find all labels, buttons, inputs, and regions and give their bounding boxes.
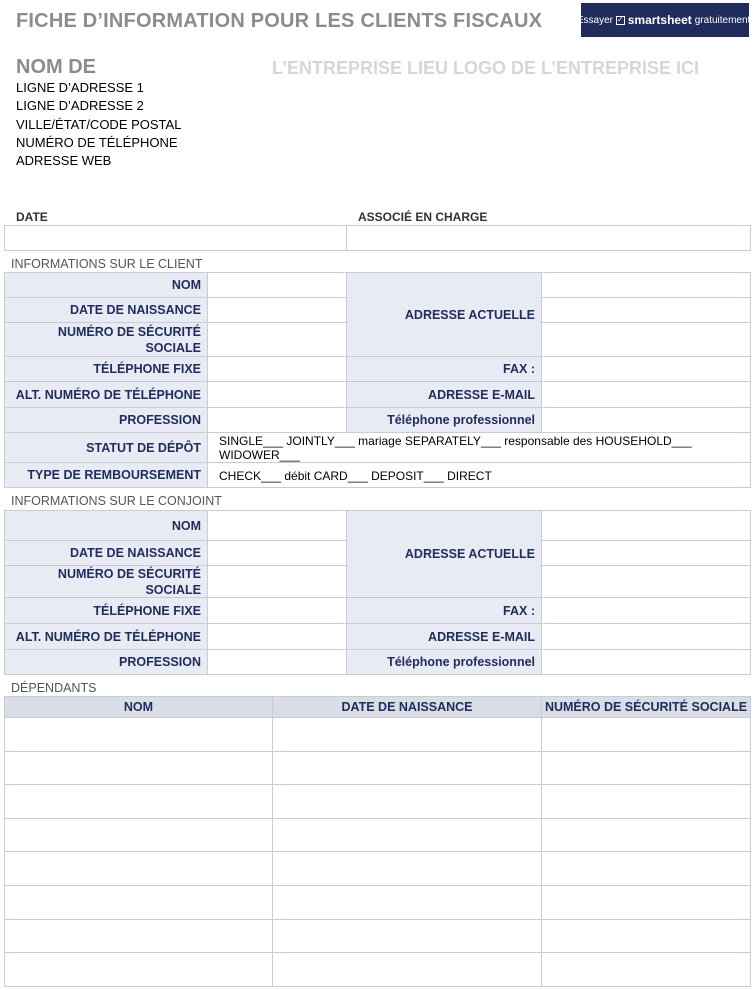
spouse-name-label: NOM xyxy=(4,510,208,541)
client-fax-label: FAX : xyxy=(346,356,542,382)
smartsheet-trial-banner[interactable] xyxy=(576,3,753,37)
client-email-label: ADRESSE E-MAIL xyxy=(346,381,542,408)
dependent-row-7-name-cell[interactable] xyxy=(4,919,273,954)
dependent-row-8-name-cell[interactable] xyxy=(4,952,273,987)
dependent-row-3-ssn-cell[interactable] xyxy=(541,784,751,819)
address-line-2: LIGNE D’ADRESSE 2 xyxy=(16,98,144,113)
dependent-row-2-ssn-cell[interactable] xyxy=(541,751,751,786)
client-birthdate-label: DATE DE NAISSANCE xyxy=(4,297,208,323)
dependent-row-2-name-cell[interactable] xyxy=(4,751,273,786)
client-address-field-2[interactable] xyxy=(541,297,751,323)
client-email-field[interactable] xyxy=(541,381,751,408)
client-profession-field[interactable] xyxy=(207,407,347,433)
dependent-row-1-ssn-cell[interactable] xyxy=(541,717,751,752)
spouse-ssn-field[interactable] xyxy=(207,565,347,598)
dependent-row-8-ssn-cell[interactable] xyxy=(541,952,751,987)
client-name-label: NOM xyxy=(4,272,208,298)
dependent-row-4-birthdate-cell[interactable] xyxy=(272,818,542,853)
spouse-fax-field[interactable] xyxy=(541,597,751,624)
dependent-row-6-birthdate-cell[interactable] xyxy=(272,885,542,920)
partner-label: ASSOCIÉ EN CHARGE xyxy=(358,210,488,224)
dependent-row-2-birthdate-cell[interactable] xyxy=(272,751,542,786)
dependent-row-3-name-cell[interactable] xyxy=(4,784,273,819)
dependent-row-7-birthdate-cell[interactable] xyxy=(272,919,542,954)
refund-type-options: CHECK___ débit CARD___ DEPOSIT___ DIRECT xyxy=(219,469,492,483)
dependent-row-4-name-cell[interactable] xyxy=(4,818,273,853)
spouse-profession-field[interactable] xyxy=(207,649,347,675)
checkbox-logo-icon: ✓ xyxy=(617,14,624,24)
spouse-alt-phone-label: ALT. NUMÉRO DE TÉLÉPHONE xyxy=(4,623,208,650)
logo-placeholder: L’ENTREPRISE LIEU LOGO DE L’ENTREPRISE ICI xyxy=(272,58,700,78)
client-section-title: INFORMATIONS SUR LE CLIENT xyxy=(11,257,203,271)
spouse-address-field-1[interactable] xyxy=(541,510,751,541)
dependent-row-1-name-cell[interactable] xyxy=(4,717,273,752)
spouse-profession-label: PROFESSION xyxy=(4,649,208,675)
dependent-row-5-birthdate-cell[interactable] xyxy=(272,851,542,886)
dependent-row-3-birthdate-cell[interactable] xyxy=(272,784,542,819)
address-line-1: LIGNE D’ADRESSE 1 xyxy=(16,80,144,95)
spouse-birthdate-label: DATE DE NAISSANCE xyxy=(4,540,208,566)
dependent-row-6-name-cell[interactable] xyxy=(4,885,273,920)
city-state-zip: VILLE/ÉTAT/CODE POSTAL xyxy=(16,117,182,132)
spouse-landline-label: TÉLÉPHONE FIXE xyxy=(4,597,208,624)
spouse-ssn-label: NUMÉRO DE SÉCURITÉ SOCIALE xyxy=(4,565,208,598)
client-address-field-3[interactable] xyxy=(541,322,751,357)
dependents-col-ssn: NUMÉRO DE SÉCURITÉ SOCIALE xyxy=(541,696,751,718)
dependent-row-1-birthdate-cell[interactable] xyxy=(272,717,542,752)
dependent-row-6-ssn-cell[interactable] xyxy=(541,885,751,920)
dependents-section-title: DÉPENDANTS xyxy=(11,681,97,695)
spouse-email-label: ADRESSE E-MAIL xyxy=(346,623,542,650)
spouse-name-field[interactable] xyxy=(207,510,347,541)
client-landline-field[interactable] xyxy=(207,356,347,382)
spouse-address-field-2[interactable] xyxy=(541,540,751,566)
filing-status-options: SINGLE___ JOINTLY___ mariage SEPARATELY___ responsable des HOUSEHOLD___ WIDOWER___ xyxy=(219,434,692,462)
dependent-row-8-birthdate-cell[interactable] xyxy=(272,952,542,987)
client-alt-phone-field[interactable] xyxy=(207,381,347,408)
client-work-phone-label: Téléphone professionnel xyxy=(346,407,542,433)
partner-field[interactable] xyxy=(346,225,751,251)
filing-status-label: STATUT DE DÉPÔT xyxy=(4,432,208,463)
spouse-landline-field[interactable] xyxy=(207,597,347,624)
dependents-col-birthdate: DATE DE NAISSANCE xyxy=(272,696,542,718)
banner-suffix: gratuitement. xyxy=(694,14,753,26)
date-label: DATE xyxy=(16,210,48,224)
phone-number: NUMÉRO DE TÉLÉPHONE xyxy=(16,135,178,150)
client-address-label: ADRESSE ACTUELLE xyxy=(346,272,542,357)
client-fax-field[interactable] xyxy=(541,356,751,382)
banner-prefix: Essayer xyxy=(576,14,614,26)
client-landline-label: TÉLÉPHONE FIXE xyxy=(4,356,208,382)
spouse-email-field[interactable] xyxy=(541,623,751,650)
dependent-row-4-ssn-cell[interactable] xyxy=(541,818,751,853)
web-address: ADRESSE WEB xyxy=(16,153,112,168)
client-ssn-label: NUMÉRO DE SÉCURITÉ SOCIALE xyxy=(4,322,208,357)
spouse-work-phone-field[interactable] xyxy=(541,649,751,675)
page-title: FICHE D’INFORMATION POUR LES CLIENTS FISCAUX xyxy=(16,10,543,32)
banner-brand: smartsheet xyxy=(627,13,692,27)
spouse-alt-phone-field[interactable] xyxy=(207,623,347,650)
client-birthdate-field[interactable] xyxy=(207,297,347,323)
refund-type-label: TYPE DE REMBOURSEMENT xyxy=(4,462,208,488)
spouse-work-phone-label: Téléphone professionnel xyxy=(346,649,542,675)
spouse-address-label: ADRESSE ACTUELLE xyxy=(346,510,542,598)
client-profession-label: PROFESSION xyxy=(4,407,208,433)
client-name-field[interactable] xyxy=(207,272,347,298)
spouse-fax-label: FAX : xyxy=(346,597,542,624)
company-name: NOM DE xyxy=(16,56,96,78)
spouse-address-field-3[interactable] xyxy=(541,565,751,598)
dependent-row-7-ssn-cell[interactable] xyxy=(541,919,751,954)
date-field[interactable] xyxy=(4,225,347,251)
client-work-phone-field[interactable] xyxy=(541,407,751,433)
dependent-row-5-ssn-cell[interactable] xyxy=(541,851,751,886)
client-ssn-field[interactable] xyxy=(207,322,347,357)
spouse-birthdate-field[interactable] xyxy=(207,540,347,566)
spouse-section-title: INFORMATIONS SUR LE CONJOINT xyxy=(11,494,222,508)
client-alt-phone-label: ALT. NUMÉRO DE TÉLÉPHONE xyxy=(4,381,208,408)
client-address-field-1[interactable] xyxy=(541,272,751,298)
dependents-col-name: NOM xyxy=(4,696,273,718)
dependent-row-5-name-cell[interactable] xyxy=(4,851,273,886)
